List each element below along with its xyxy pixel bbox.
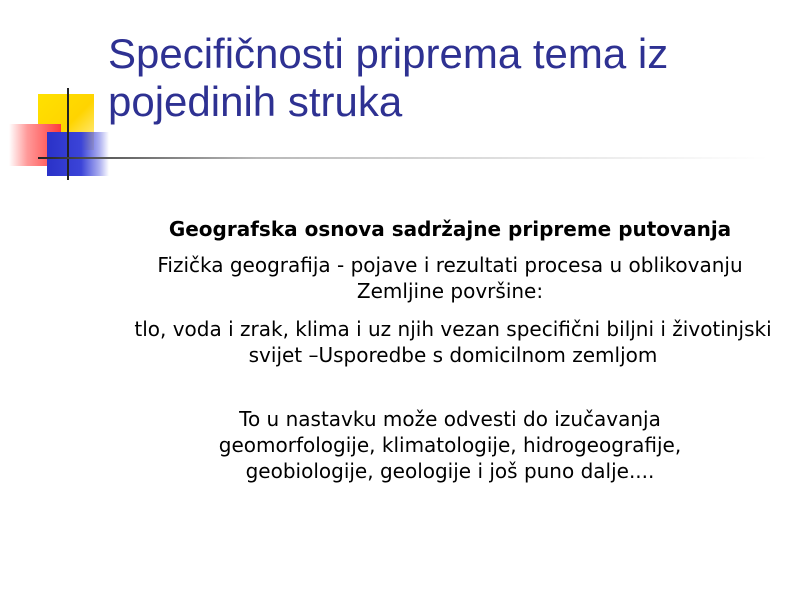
slide-title: Specifičnosti priprema tema iz pojedinih struka xyxy=(108,30,669,125)
body-paragraph-physical-geography: Fizička geografija - pojave i rezultati procesa u oblikovanju Zemljine površine: xyxy=(157,253,743,303)
body-paragraph-further-study: To u nastavku može odvesti do izučavanja geomorfologije, klimatologije, hidrogeografije, geobiologije, geologije i još puno dalje.... xyxy=(218,407,682,483)
body-paragraph-elements: tlo, voda i zrak, klima i uz njih vezan specifični biljni i životinjski svijet –Usporedbe s domicilnom zemljom xyxy=(134,317,772,367)
body-heading: Geografska osnova sadržajne pripreme putovanja xyxy=(168,217,732,241)
title-divider-line xyxy=(38,157,768,159)
slide-body xyxy=(120,216,780,496)
decorative-vertical-line xyxy=(67,88,69,180)
decorative-blue-square xyxy=(47,132,109,176)
